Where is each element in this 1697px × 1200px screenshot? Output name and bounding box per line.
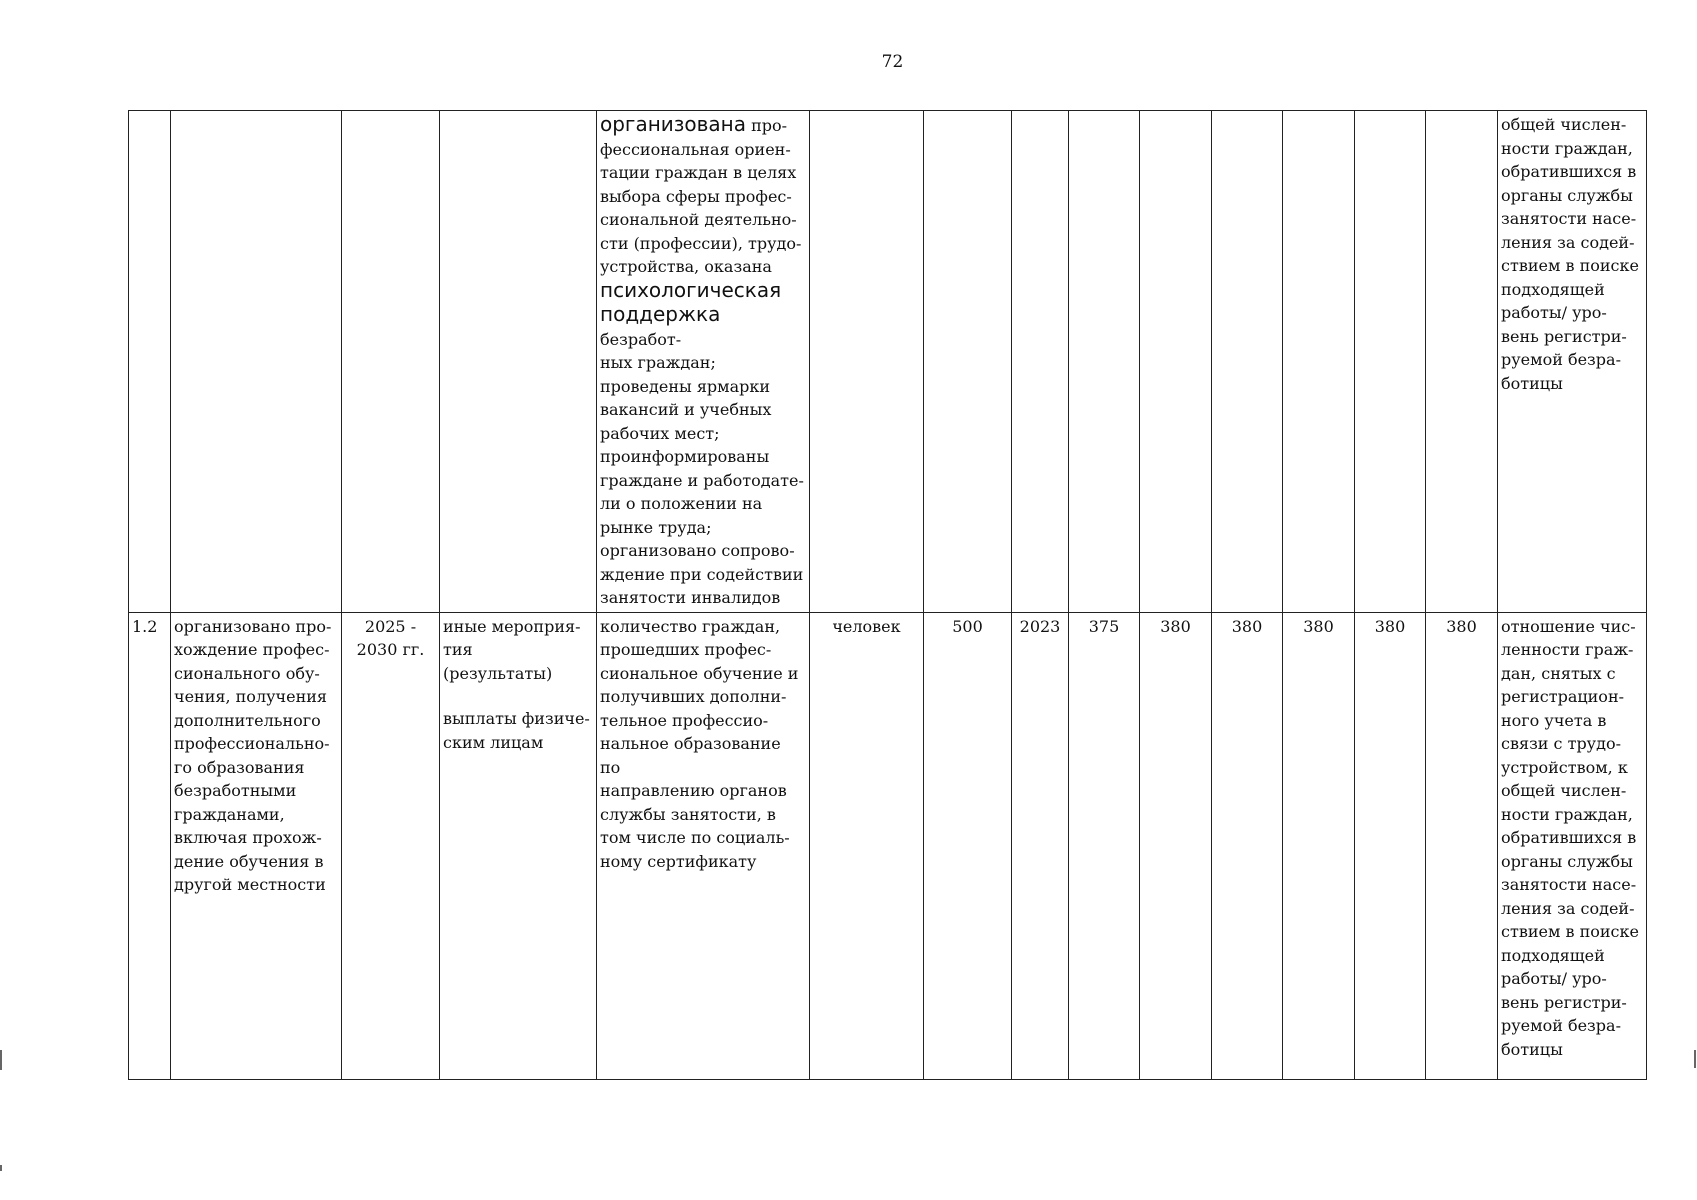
cell-base-value <box>924 111 1012 613</box>
page-number: 72 <box>881 52 904 72</box>
result-text-part: организована <box>600 112 747 136</box>
cell-value-2026: 380 <box>1140 612 1212 1080</box>
table-row-1-2 <box>129 612 1647 1080</box>
cell-indicator <box>1498 111 1647 613</box>
cell-value-2029 <box>1355 111 1426 613</box>
result-text <box>600 113 806 610</box>
cell-value-2027: 380 <box>1212 612 1283 1080</box>
cell-task <box>171 111 342 613</box>
indicator-text: отношение чис- ленности граж- дан, снятых с регистрацион- ного учета в связи с трудо- устройством, к общей числен- ности граждан, обратившихся в органы службы занятости насе- ления за содей- ствием в поиске подходящей работы/ уро- вень регистри- руемой безра- ботицы <box>1501 616 1639 1059</box>
cell-value-2025 <box>1069 111 1140 613</box>
cell-value-2025: 375 <box>1069 612 1140 1080</box>
cell-result <box>597 612 810 1080</box>
cell-value-2030: 380 <box>1426 612 1498 1080</box>
cell-base-year <box>1012 111 1069 613</box>
cell-task <box>171 612 342 1080</box>
table-row-continued <box>129 111 1647 613</box>
period-text: 2025 - 2030 гг. <box>356 616 425 659</box>
scan-artifact-right <box>1694 1050 1696 1068</box>
cell-type <box>440 612 597 1080</box>
result-text: количество граждан, прошедших профес- сиональное обучение и получивших дополни- тельное профессио- нальное образование по направлению органов службы занятости, в том числе по социаль- ному сертификату <box>600 616 799 871</box>
cell-unit <box>810 111 924 613</box>
result-text-part: безработ- ных граждан; проведены ярмарки вакансий и учебных рабочих мест; проинформированы граждане и работодате- ли о положении на рынке труда; организовано сопрово- ждение при содействии занятости инвалидов <box>600 329 804 607</box>
cell-indicator <box>1498 612 1647 1080</box>
cell-unit: человек <box>810 612 924 1080</box>
cell-base-year: 2023 <box>1012 612 1069 1080</box>
scan-artifact-left-2 <box>0 1165 2 1171</box>
cell-value-2030 <box>1426 111 1498 613</box>
task-text: организовано про- хождение профес- сионального обу- чения, получения дополнительного профессионально- го образования безработными гражданами, включая прохож- дение обучения в другой местности <box>174 616 332 894</box>
cell-value-2028: 380 <box>1283 612 1355 1080</box>
scan-artifact-left <box>0 1050 2 1070</box>
cell-value-2028 <box>1283 111 1355 613</box>
cell-result <box>597 111 810 613</box>
indicator-text: общей числен- ности граждан, обратившихся в органы службы занятости насе- ления за содей- ствием в поиске подходящей работы/ уро- вень регистри- руемой безра- ботицы <box>1501 115 1639 393</box>
cell-value-2029: 380 <box>1355 612 1426 1080</box>
type-text-2: выплаты физиче- ским лицам <box>443 709 590 752</box>
measures-table <box>128 110 1647 1080</box>
result-text-part: про- фессиональная ориен- тации граждан в целях выбора сферы профес- сиональной деятельно- сти (профессии), трудо- устройства, оказана <box>600 116 802 276</box>
cell-number <box>129 111 171 613</box>
cell-base-value: 500 <box>924 612 1012 1080</box>
cell-period <box>342 111 440 613</box>
type-text-1: иные мероприя- тия (результаты) <box>443 616 581 683</box>
cell-value-2026 <box>1140 111 1212 613</box>
cell-number: 1.2 <box>129 612 171 1080</box>
cell-period <box>342 612 440 1080</box>
result-text-part: психологическая поддержка <box>600 277 782 326</box>
cell-type <box>440 111 597 613</box>
cell-value-2027 <box>1212 111 1283 613</box>
